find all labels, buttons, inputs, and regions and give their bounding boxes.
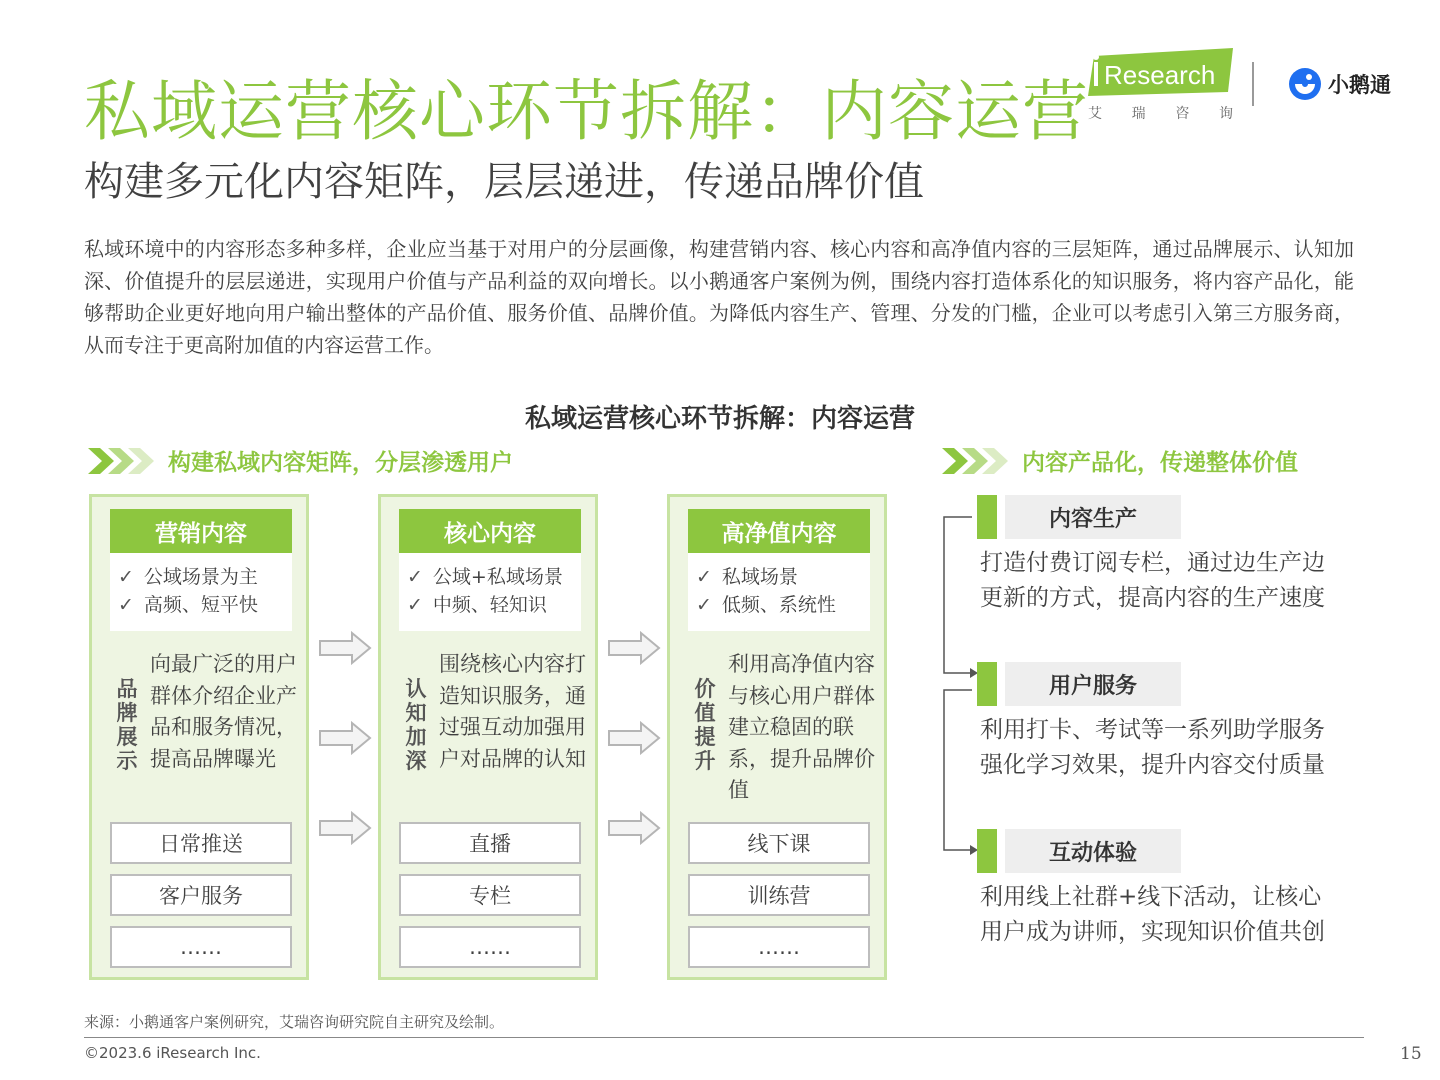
logo-char: 瑞 [1131,106,1146,122]
check-icon: ✓ [118,594,134,616]
page-title: 私域运营核心环节拆解：内容运营 [84,73,1089,150]
arrow-right-icon [607,721,661,755]
arrow-right-icon [318,811,372,845]
content-type-box: 专栏 [399,874,581,916]
page-subtitle: 构建多元化内容矩阵，层层递进，传递品牌价值 [84,159,924,205]
column-description: 围绕核心内容打造知识服务，通过强互动加强用户对品牌的认知 [439,652,586,771]
right-heading-text: 内容产品化，传递整体价值 [1022,450,1298,476]
arrow-right-icon [607,811,661,845]
logo-char: 询 [1218,106,1233,122]
check-icon: ✓ [407,594,423,616]
content-type-box: 训练营 [688,874,870,916]
check-text: 高频、短平快 [143,594,258,616]
step-description: 利用打卡、考试等一系列助学服务强化学习效果，提升内容交付质量 [980,717,1325,778]
check-item [407,563,581,591]
step-title: 用户服务 [1005,662,1181,706]
iresearch-logo [1088,48,1233,98]
column-vertical-label: 品牌展示 [116,677,138,773]
check-item [407,591,581,619]
logo-divider [1252,62,1254,106]
iresearch-logo-chars [1088,103,1233,123]
xiaoe-logo [1288,64,1391,104]
check-text: 低频、系统性 [721,594,836,616]
step-description: 打造付费订阅专栏，通过边生产边更新的方式，提高内容的生产速度 [980,550,1325,611]
page-number: 15 [1400,1044,1422,1064]
content-type-box: 日常推送 [110,822,292,864]
check-icon: ✓ [696,566,712,588]
check-item [696,591,870,619]
column-checklist [688,553,870,631]
intro-paragraph: 私域环境中的内容形态多种多样，企业应当基于对用户的分层画像，构建营销内容、核心内容和高净值内容的三层矩阵，通过品牌展示、认知加深、价值提升的层层递进，实现用户价值与产品利益的双向增长。以小鹅通客户案例为例，围绕内容打造体系化的知识服务，将内容产品化，能够帮助企业更好地向用户输出整体的产品价值、服务价值、品牌价值。为降低内容生产、管理、分发的门槛，企业可以考虑引入第三方服务商，从而专注于更高附加值的内容运营工作。 [84,237,1354,357]
xiaoe-logo-icon [1288,67,1322,101]
column-vertical-label: 认知加深 [405,677,427,773]
step-description: 利用线上社群+线下活动，让核心用户成为讲师，实现知识价值共创 [980,884,1325,945]
check-text: 公域+私域场景 [432,566,563,588]
column-core-content [378,494,598,980]
check-icon: ✓ [118,566,134,588]
check-icon: ✓ [696,594,712,616]
left-section-heading [88,444,513,477]
source-note: 来源：小鹅通客户案例研究，艾瑞咨询研究院自主研究及绘制。 [84,1013,505,1031]
check-text: 中频、轻知识 [432,594,547,616]
step-title: 互动体验 [1005,829,1181,873]
step-title: 内容生产 [1005,495,1181,539]
diagram-title: 私域运营核心环节拆解：内容运营 [524,404,915,434]
logo-char: 咨 [1175,106,1190,122]
column-description: 向最广泛的用户群体介绍企业产品和服务情况，提高品牌曝光 [150,652,297,771]
column-checklist [399,553,581,631]
check-text: 公域场景为主 [143,566,258,588]
column-high-value-content [667,494,887,980]
arrow-right-icon [318,721,372,755]
triple-chevron-icon [88,448,154,474]
content-type-box: 客户服务 [110,874,292,916]
triple-chevron-icon [942,448,1008,474]
column-marketing-content [89,494,309,980]
arrow-right-icon [607,631,661,665]
column-description: 利用高净值内容与核心用户群体建立稳固的联系，提升品牌价值 [728,652,875,802]
check-text: 私域场景 [721,566,798,588]
arrow-right-icon [318,631,372,665]
check-icon: ✓ [407,566,423,588]
column-title: 核心内容 [399,509,581,553]
iresearch-logo-text: Research [1104,60,1216,90]
left-heading-text: 构建私域内容矩阵，分层渗透用户 [168,450,513,476]
flow-connector [936,510,980,860]
content-type-box: …… [688,926,870,968]
step-accent-bar [977,662,997,706]
column-title: 营销内容 [110,509,292,553]
check-item [118,563,292,591]
footer-divider [84,1037,1364,1038]
check-item [118,591,292,619]
copyright: ©2023.6 iResearch Inc. [84,1044,261,1062]
xiaoe-logo-text: 小鹅通 [1328,73,1391,97]
column-title: 高净值内容 [688,509,870,553]
content-type-box: …… [110,926,292,968]
column-checklist [110,553,292,631]
right-section-heading [942,444,1298,477]
content-type-box: …… [399,926,581,968]
step-accent-bar [977,829,997,873]
column-vertical-label: 价值提升 [694,677,716,773]
logo-char: 艾 [1088,106,1102,122]
step-accent-bar [977,495,997,539]
content-type-box: 直播 [399,822,581,864]
check-item [696,563,870,591]
content-type-box: 线下课 [688,822,870,864]
